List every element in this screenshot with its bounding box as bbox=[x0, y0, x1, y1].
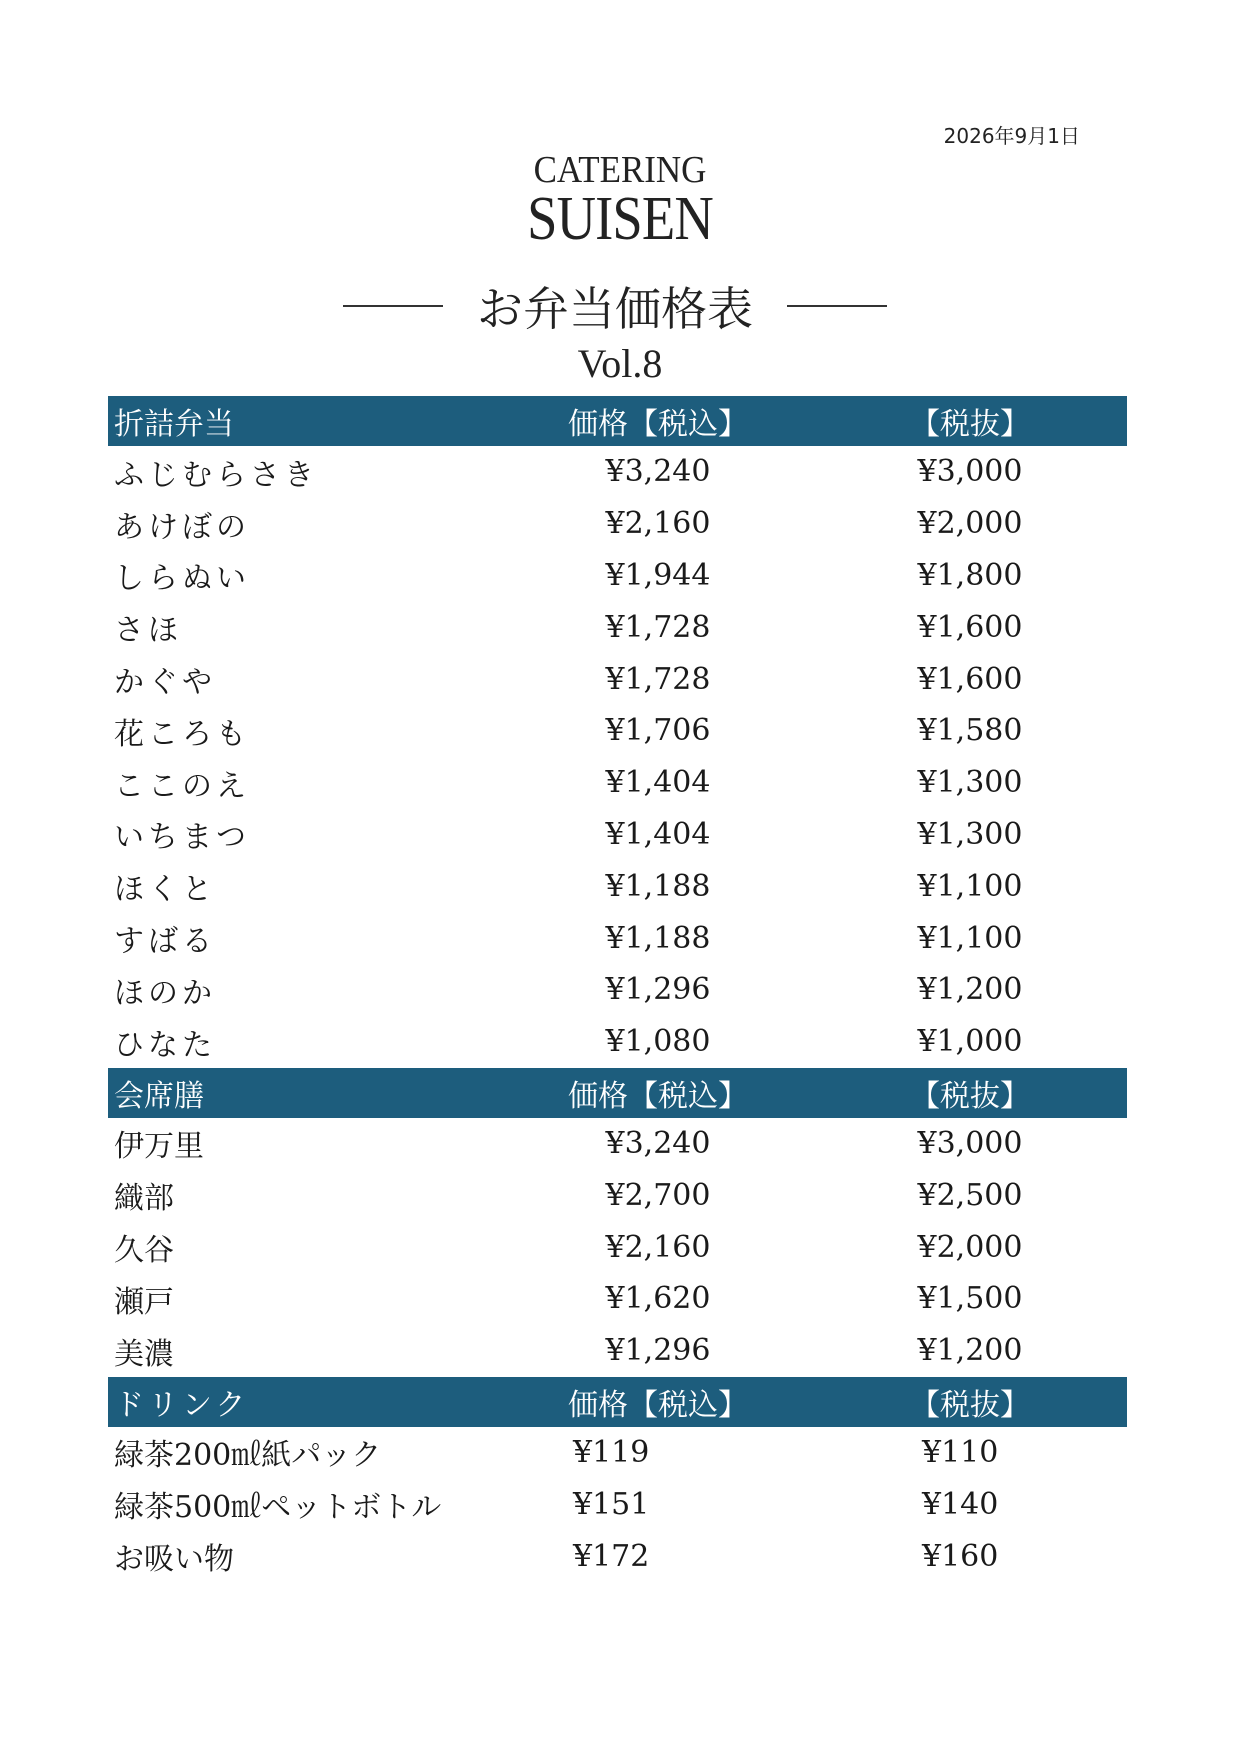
table-row bbox=[108, 1118, 1127, 1170]
table-row bbox=[108, 1325, 1127, 1377]
table-row bbox=[108, 912, 1127, 964]
section-name: 折詰弁当 bbox=[114, 407, 234, 442]
item-name: いちまつ bbox=[114, 820, 250, 856]
price-tax-excluded: ¥1,200 bbox=[917, 1333, 1023, 1369]
item-name: ひなた bbox=[114, 1027, 216, 1063]
column-header-tax-excluded: 【税抜】 bbox=[910, 1387, 1030, 1423]
item-name: かぐや bbox=[114, 665, 216, 701]
column-header-tax-excluded: 【税抜】 bbox=[910, 407, 1030, 442]
price-tax-included: ¥1,296 bbox=[605, 1333, 711, 1369]
price-tax-excluded: ¥3,000 bbox=[917, 1125, 1023, 1161]
price-tax-excluded: ¥1,100 bbox=[917, 920, 1023, 956]
logo-text-top: CATERING bbox=[533, 149, 707, 191]
price-tax-excluded: ¥1,600 bbox=[917, 609, 1023, 645]
price-tax-excluded: ¥3,000 bbox=[917, 454, 1023, 490]
price-tax-excluded: ¥1,200 bbox=[917, 972, 1023, 1008]
item-name: さほ bbox=[114, 613, 182, 649]
table-row bbox=[108, 1169, 1127, 1221]
price-tax-included: ¥1,080 bbox=[605, 1024, 711, 1060]
price-tax-included: ¥151 bbox=[573, 1486, 650, 1522]
logo-text-bottom: SUISEN bbox=[527, 185, 713, 253]
column-header-tax-included: 価格【税込】 bbox=[568, 407, 748, 442]
price-tax-excluded: ¥1,300 bbox=[917, 765, 1023, 801]
item-name: 花ころも bbox=[114, 716, 250, 752]
price-tax-excluded: ¥140 bbox=[922, 1486, 999, 1522]
table-row bbox=[108, 653, 1127, 705]
price-tax-included: ¥3,240 bbox=[605, 1125, 711, 1161]
item-name: しらぬい bbox=[114, 561, 250, 597]
item-name: 緑茶500㎖ペットボトル bbox=[114, 1490, 442, 1526]
price-tax-included: ¥2,700 bbox=[605, 1177, 711, 1213]
price-tax-included: ¥2,160 bbox=[605, 1229, 711, 1265]
table-row bbox=[108, 1427, 1127, 1479]
table-row bbox=[108, 498, 1127, 550]
price-tax-excluded: ¥1,580 bbox=[917, 713, 1023, 749]
table-row bbox=[108, 601, 1127, 653]
item-name: あけぼの bbox=[114, 509, 250, 545]
price-tax-included: ¥2,160 bbox=[605, 506, 711, 542]
price-tax-excluded: ¥160 bbox=[922, 1538, 999, 1574]
section-name: ドリンク bbox=[114, 1387, 250, 1423]
section-header-orizume bbox=[108, 396, 1127, 446]
price-table bbox=[108, 396, 1127, 1582]
price-tax-included: ¥172 bbox=[573, 1538, 650, 1574]
catering-suisen-logo bbox=[460, 149, 780, 253]
price-tax-excluded: ¥1,800 bbox=[917, 557, 1023, 593]
column-header-tax-included: 価格【税込】 bbox=[568, 1387, 748, 1423]
price-tax-included: ¥1,706 bbox=[605, 713, 711, 749]
table-row bbox=[108, 446, 1127, 498]
price-tax-excluded: ¥1,100 bbox=[917, 868, 1023, 904]
page-title: お弁当価格表 bbox=[477, 282, 753, 336]
item-name: すばる bbox=[114, 924, 216, 960]
column-header-tax-included: 価格【税込】 bbox=[568, 1078, 748, 1114]
price-tax-excluded: ¥2,000 bbox=[917, 506, 1023, 542]
item-name: お吸い物 bbox=[114, 1542, 234, 1578]
price-tax-included: ¥1,728 bbox=[605, 609, 711, 645]
item-name: 美濃 bbox=[114, 1336, 174, 1372]
title-row bbox=[320, 276, 910, 336]
table-row bbox=[108, 1221, 1127, 1273]
table-row bbox=[108, 964, 1127, 1016]
table-row bbox=[108, 809, 1127, 861]
table-row bbox=[108, 550, 1127, 602]
price-tax-included: ¥3,240 bbox=[605, 454, 711, 490]
price-tax-included: ¥1,188 bbox=[605, 920, 711, 956]
section-header-drink bbox=[108, 1377, 1127, 1427]
price-tax-excluded: ¥1,500 bbox=[917, 1281, 1023, 1317]
title-rule-right bbox=[787, 305, 887, 307]
price-tax-included: ¥1,404 bbox=[605, 816, 711, 852]
title-rule-left bbox=[343, 305, 443, 307]
volume-label: Vol.8 bbox=[577, 341, 663, 386]
table-row bbox=[108, 860, 1127, 912]
table-row bbox=[108, 1016, 1127, 1068]
price-tax-excluded: ¥1,000 bbox=[917, 1024, 1023, 1060]
section-name: 会席膳 bbox=[114, 1078, 204, 1114]
price-tax-excluded: ¥2,000 bbox=[917, 1229, 1023, 1265]
section-header-kaiseki bbox=[108, 1068, 1127, 1118]
price-tax-included: ¥1,620 bbox=[605, 1281, 711, 1317]
price-tax-included: ¥1,944 bbox=[605, 557, 711, 593]
item-name: ここのえ bbox=[114, 768, 250, 804]
item-name: ほくと bbox=[114, 872, 216, 908]
item-name: ほのか bbox=[114, 975, 216, 1011]
table-row bbox=[108, 705, 1127, 757]
table-row bbox=[108, 757, 1127, 809]
table-row bbox=[108, 1273, 1127, 1325]
price-tax-included: ¥1,404 bbox=[605, 765, 711, 801]
price-tax-excluded: ¥1,300 bbox=[917, 816, 1023, 852]
price-tax-included: ¥1,296 bbox=[605, 972, 711, 1008]
table-row bbox=[108, 1478, 1127, 1530]
column-header-tax-excluded: 【税抜】 bbox=[910, 1078, 1030, 1114]
item-name: 瀬戸 bbox=[114, 1284, 174, 1320]
item-name: ふじむらさき bbox=[114, 457, 318, 493]
item-name: 織部 bbox=[114, 1181, 174, 1217]
price-tax-excluded: ¥2,500 bbox=[917, 1177, 1023, 1213]
price-tax-excluded: ¥1,600 bbox=[917, 661, 1023, 697]
price-tax-included: ¥1,728 bbox=[605, 661, 711, 697]
price-tax-excluded: ¥110 bbox=[922, 1434, 999, 1470]
item-name: 久谷 bbox=[114, 1233, 174, 1269]
item-name: 緑茶200㎖紙パック bbox=[114, 1438, 382, 1474]
price-tax-included: ¥119 bbox=[573, 1434, 650, 1470]
price-tax-included: ¥1,188 bbox=[605, 868, 711, 904]
item-name: 伊万里 bbox=[114, 1129, 204, 1165]
document-date: 2026年9月1日 bbox=[943, 124, 1080, 148]
table-row bbox=[108, 1530, 1127, 1582]
